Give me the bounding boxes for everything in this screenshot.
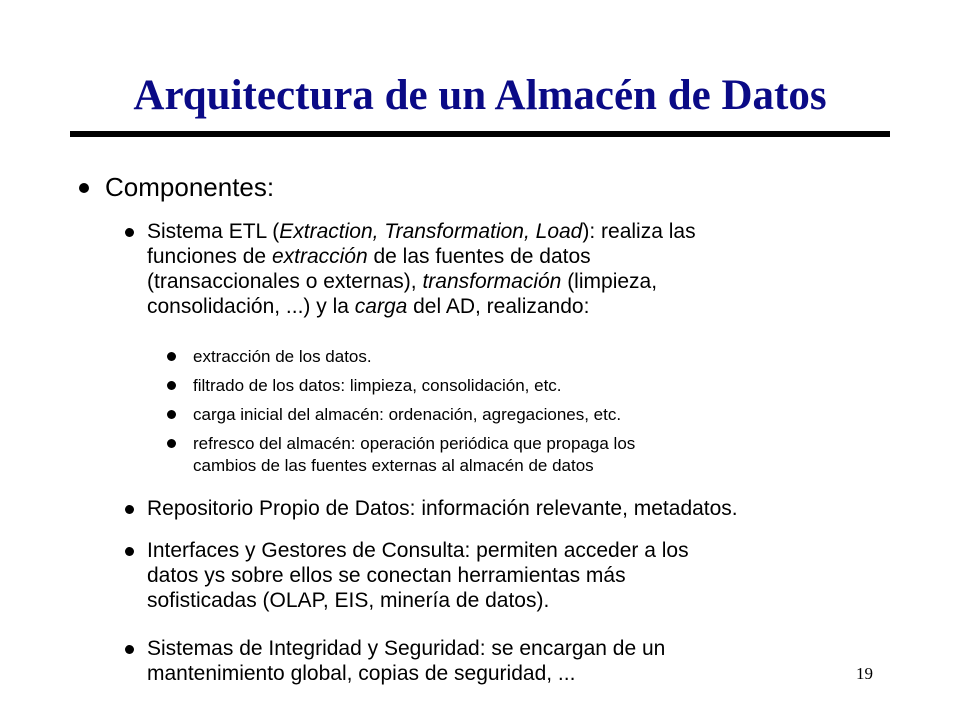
componentes-heading: Componentes: [105, 172, 275, 202]
etl-step-line: cambios de las fuentes externas al almacén de datos [193, 456, 594, 475]
etl-text-italic: extracción [271, 245, 368, 268]
etl-step [193, 433, 873, 477]
etl-step-line: extracción de los datos. [193, 347, 372, 366]
bullet-repositorio [147, 496, 902, 521]
etl-text: (transaccionales o externas), [147, 270, 423, 293]
etl-text: (limpieza, [561, 270, 658, 293]
component-line: sofisticadas (OLAP, EIS, minería de datos). [147, 589, 550, 612]
bullet-etl [147, 219, 902, 319]
bullet-dot [167, 352, 176, 361]
etl-line-2 [147, 244, 902, 269]
bullet-dot [167, 439, 176, 448]
component-line: mantenimiento global, copias de seguridad, ... [147, 662, 576, 685]
etl-step [193, 404, 873, 426]
etl-text-italic: Extraction, Transformation, Load [279, 220, 583, 243]
bullet-dot [79, 183, 89, 193]
etl-step [193, 346, 873, 368]
component-line: Sistemas de Integridad y Seguridad: se encargan de un [147, 637, 666, 660]
etl-line-1 [147, 219, 902, 244]
etl-text: del AD, realizando: [407, 295, 590, 318]
component-line: datos ys sobre ellos se conectan herramientas más [147, 564, 626, 587]
etl-text-italic: carga [354, 295, 408, 318]
bullet-dot [167, 381, 176, 390]
etl-step-line: carga inicial del almacén: ordenación, agregaciones, etc. [193, 405, 622, 424]
bullet-componentes [105, 171, 905, 203]
etl-step-line: refresco del almacén: operación periódica que propaga los [193, 434, 636, 453]
etl-text: consolidación, ...) y la [147, 295, 355, 318]
bullet-dot [125, 228, 134, 237]
bullet-interfaces [147, 538, 902, 613]
bullet-dot [125, 645, 134, 654]
etl-text: de las fuentes de datos [367, 245, 591, 268]
component-line: Interfaces y Gestores de Consulta: permiten acceder a los [147, 539, 689, 562]
etl-line-3 [147, 269, 902, 294]
etl-step [193, 375, 873, 397]
bullet-dot [125, 505, 134, 514]
component-line: Repositorio Propio de Datos: información relevante, metadatos. [147, 497, 738, 520]
slide-title: Arquitectura de un Almacén de Datos [133, 72, 827, 119]
etl-text: ): realiza las [582, 220, 696, 243]
bullet-dot [167, 410, 176, 419]
etl-text-italic: transformación [422, 270, 562, 293]
bullet-dot [125, 547, 134, 556]
etl-line-4 [147, 294, 902, 319]
etl-text: funciones de [147, 245, 272, 268]
etl-text: Sistema ETL ( [147, 220, 280, 243]
page-number: 19 [856, 664, 873, 683]
etl-step-line: filtrado de los datos: limpieza, consolidación, etc. [193, 376, 562, 395]
bullet-integridad [147, 636, 902, 686]
